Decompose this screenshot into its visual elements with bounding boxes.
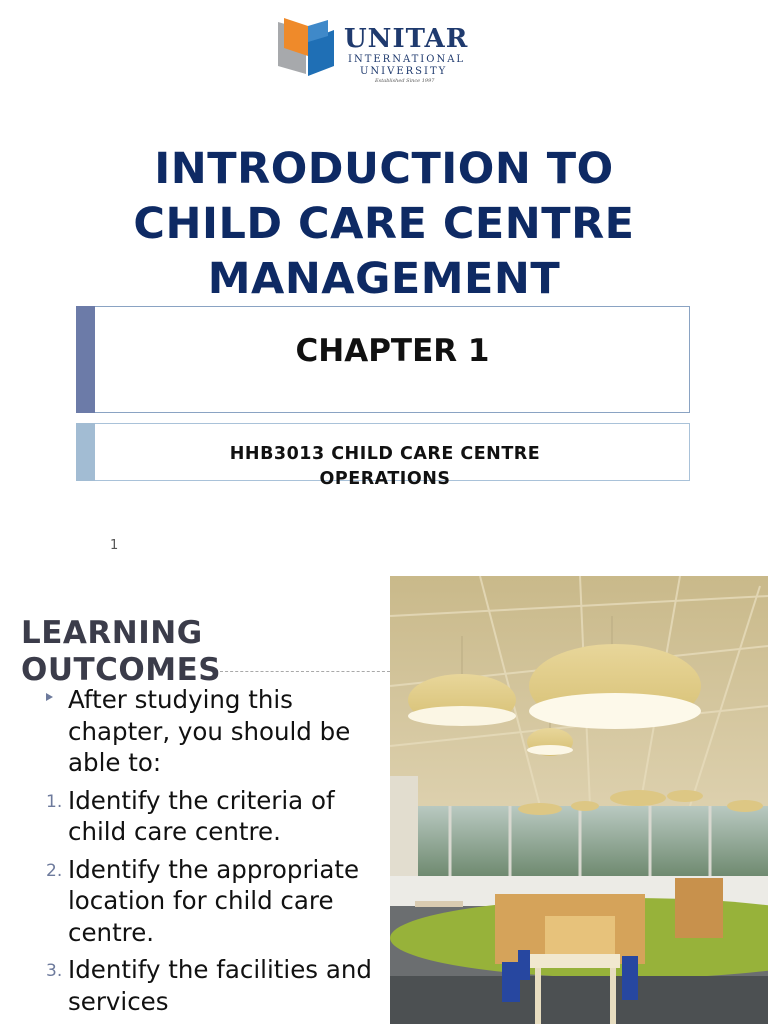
logo-subtitle-international: INTERNATIONAL [348,54,466,65]
list-number: 3. [46,961,63,981]
page-title [0,142,768,307]
intro-text: After studying this chapter, you should be able to: [68,685,351,777]
page-number: 1 [110,538,119,553]
list-number: 2. [46,860,63,881]
list-item-text: Identify the criteria of child care centre. [68,785,335,846]
title-line-3: MANAGEMENT [207,254,561,304]
course-line-2: OPERATIONS [319,469,451,489]
course-line-1: HHB3013 CHILD CARE CENTRE [229,444,541,464]
heading-line-2: OUTCOMES [21,652,222,688]
logo-established: Established Since 1997 [375,78,435,84]
logo-subtitle-university: UNIVERSITY [360,66,448,77]
classroom-photo [390,576,768,1024]
list-item [20,854,390,949]
course-label [160,442,610,492]
heading-line-1: LEARNING [21,615,203,651]
list-number: 1. [46,791,63,812]
chapter-accent-bar [76,306,95,413]
logo-wordmark: UNITAR [344,24,469,54]
book-leaf-icon [278,18,334,76]
title-line-2: CHILD CARE CENTRE [133,199,635,249]
title-line-1: INTRODUCTION TO [154,144,614,194]
learning-outcomes-list [20,684,390,1023]
course-accent-bar [76,423,95,481]
learning-outcomes-heading [21,615,221,689]
list-item-text: Identify the appropriate location for child care centre. [68,854,360,947]
triangle-bullet-icon [46,693,53,701]
heading-divider [220,671,390,672]
list-item [20,954,390,1017]
list-item-text: Identify the facilities and services [68,955,372,1016]
chapter-label: CHAPTER 1 [295,333,490,369]
list-item-intro [20,684,390,779]
list-item [20,785,390,848]
